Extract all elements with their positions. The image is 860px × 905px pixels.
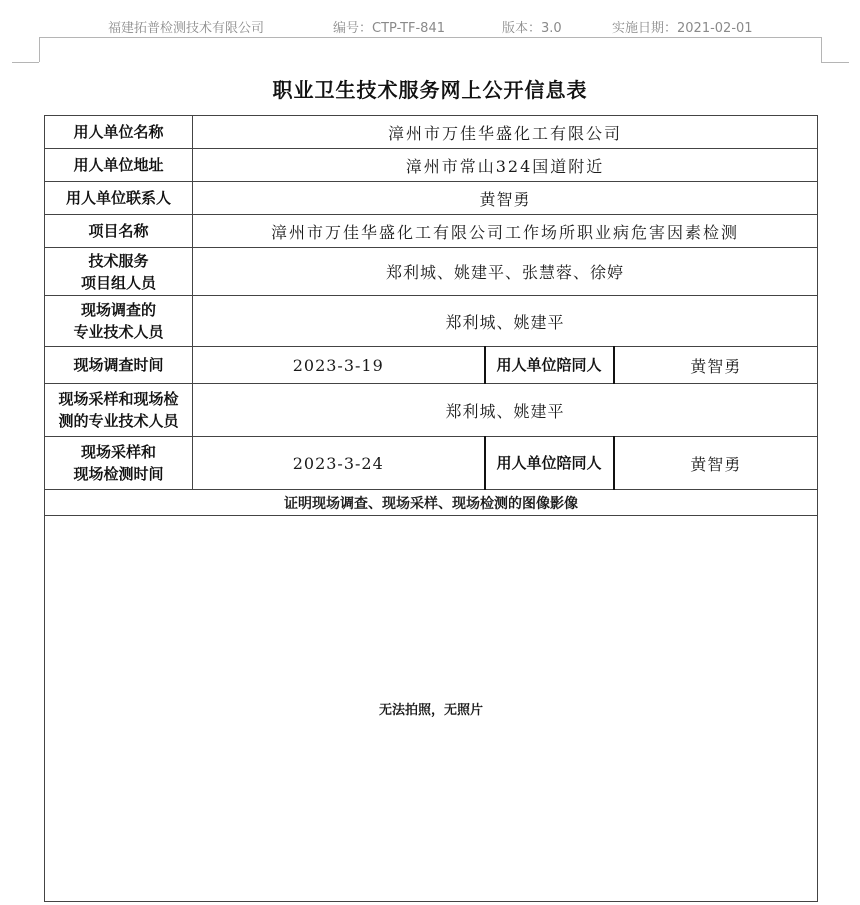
service-team-label-line1: 技术服务 xyxy=(88,251,149,270)
header-effective-date: 实施日期：2021-02-01 xyxy=(612,21,753,36)
employer-contact-value: 黄智勇 xyxy=(193,182,818,215)
employer-address-label: 用人单位地址 xyxy=(45,149,193,182)
table-row xyxy=(45,248,818,296)
header-version: 版本：3.0 xyxy=(502,21,562,36)
employer-address-value: 漳州市常山324国道附近 xyxy=(193,149,818,182)
header-rule xyxy=(39,37,821,38)
survey-staff-label-line1: 现场调查的 xyxy=(80,301,156,319)
sampling-time-label-line2: 现场检测时间 xyxy=(73,465,164,483)
table-row xyxy=(45,149,818,182)
survey-companion-label: 用人单位陪同人 xyxy=(485,347,614,384)
header-company: 福建拓普检测技术有限公司 xyxy=(108,21,265,36)
survey-companion-value: 黄智勇 xyxy=(614,347,818,384)
service-team-label-line2: 项目组人员 xyxy=(80,273,156,292)
table-row xyxy=(45,347,818,384)
no-photo-note: 无法拍照，无照片 xyxy=(379,703,484,718)
survey-staff-value: 郑利城、姚建平 xyxy=(193,296,818,347)
table-row xyxy=(45,116,818,149)
image-section-heading: 证明现场调查、现场采样、现场检测的图像影像 xyxy=(45,490,818,516)
survey-time-label: 现场调查时间 xyxy=(45,347,193,384)
image-area xyxy=(45,516,818,902)
margin-corner-right-vertical xyxy=(821,37,822,62)
page-title: 职业卫生技术服务网上公开信息表 xyxy=(272,78,588,102)
margin-corner-right xyxy=(821,62,849,63)
sampling-companion-value: 黄智勇 xyxy=(614,437,818,490)
project-name-label: 项目名称 xyxy=(45,215,193,248)
table-row xyxy=(45,437,818,490)
sampling-time-label xyxy=(45,437,193,490)
margin-corner-left-vertical xyxy=(39,37,40,62)
margin-corner-left xyxy=(12,62,39,63)
service-team-value: 郑利城、姚建平、张慧蓉、徐婷 xyxy=(193,248,818,296)
table-row xyxy=(45,490,818,516)
sampling-staff-label-line1: 现场采样和现场检 xyxy=(58,390,179,408)
document-header xyxy=(0,14,860,38)
survey-staff-label-line2: 专业技术人员 xyxy=(73,323,164,341)
table-row xyxy=(45,182,818,215)
sampling-staff-value: 郑利城、姚建平 xyxy=(193,384,818,437)
survey-staff-label xyxy=(45,296,193,347)
employer-name-value: 漳州市万佳华盛化工有限公司 xyxy=(193,116,818,149)
table-row xyxy=(45,516,818,902)
project-name-value: 漳州市万佳华盛化工有限公司工作场所职业病危害因素检测 xyxy=(193,215,818,248)
sampling-time-label-line1: 现场采样和 xyxy=(80,443,156,461)
sampling-staff-label-line2: 测的专业技术人员 xyxy=(58,412,179,430)
sampling-time-value: 2023-3-24 xyxy=(193,437,485,490)
table-row xyxy=(45,215,818,248)
sampling-companion-label: 用人单位陪同人 xyxy=(485,437,614,490)
sampling-staff-label xyxy=(45,384,193,437)
survey-time-value: 2023-3-19 xyxy=(193,347,485,384)
table-row xyxy=(45,296,818,347)
service-team-label xyxy=(45,248,193,296)
table-row xyxy=(45,384,818,437)
header-document-code: 编号：CTP-TF-841 xyxy=(333,21,445,36)
employer-name-label: 用人单位名称 xyxy=(45,116,193,149)
info-table xyxy=(44,115,818,902)
employer-contact-label: 用人单位联系人 xyxy=(45,182,193,215)
